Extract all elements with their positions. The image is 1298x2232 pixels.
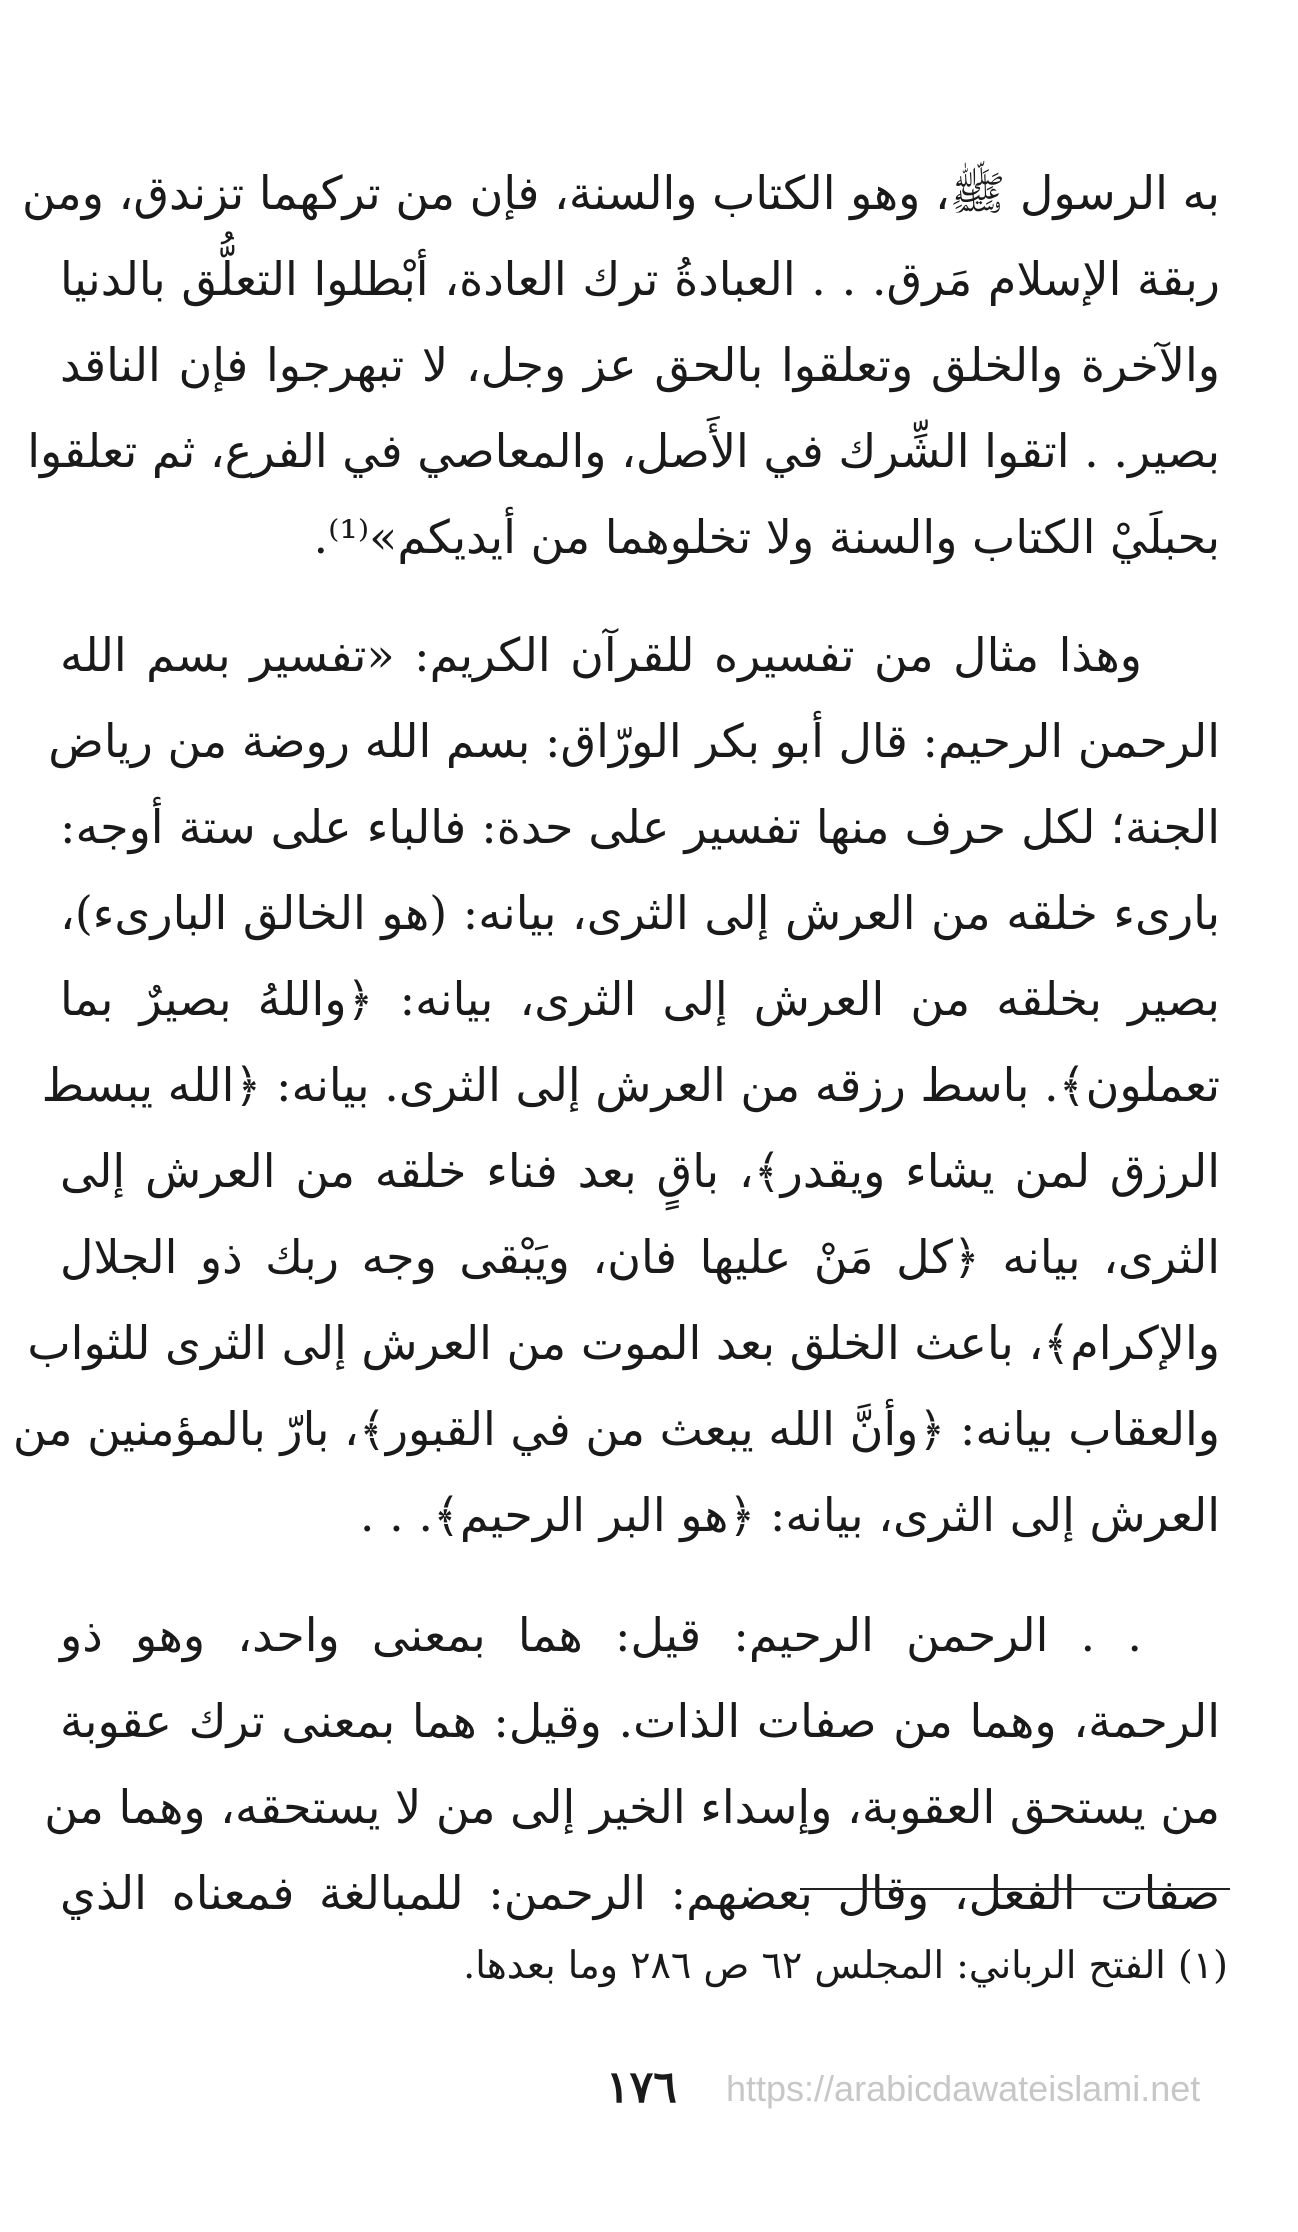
page-number: ١٧٦ bbox=[606, 2062, 677, 2113]
source-url-watermark: https://arabicdawateislami.net bbox=[726, 2068, 1201, 2109]
text-line: . . الرحمن الرحيم: قيل: هما بمعنى واحد، وهو ذو bbox=[60, 1608, 1142, 1662]
text-line: وهذا مثال من تفسيره للقرآن الكريم: «تفسير بسم الله bbox=[60, 628, 1142, 682]
text-line: تعملون﴾. باسط رزقه من العرش إلى الثرى. بيانه: ﴿الله يبسط bbox=[41, 1058, 1220, 1112]
text-line: بارىء خلقه من العرش إلى الثرى، بيانه: (هو الخالق البارىء)، bbox=[60, 886, 1220, 940]
page-body bbox=[12, 150, 1220, 1936]
text-line: العرش إلى الثرى، بيانه: ﴿هو البر الرحيم﴾. . . bbox=[359, 1488, 1220, 1542]
text-line: والإكرام﴾، باعث الخلق بعد الموت من العرش إلى الثرى للثواب bbox=[27, 1316, 1220, 1370]
text-line: والعقاب بيانه: ﴿وأنَّ الله يبعث من في القبور﴾، بارّ بالمؤمنين من bbox=[12, 1402, 1220, 1456]
footnote-divider bbox=[800, 1888, 1230, 1890]
text-line: ربقة الإسلام مَرق. . . العبادةُ ترك العادة، أبْطلوا التعلُّق بالدنيا bbox=[60, 252, 1220, 306]
text-line: بحبلَيْ الكتاب والسنة ولا تخلوهما من أيديكم»⁽¹⁾. bbox=[313, 510, 1220, 564]
text-line: الرحمة، وهما من صفات الذات. وقيل: هما بمعنى ترك عقوبة bbox=[60, 1694, 1220, 1748]
text-line: صفات الفعل، وقال بعضهم: الرحمن: للمبالغة فمعناه الذي bbox=[60, 1866, 1220, 1920]
text-line: من يستحق العقوبة، وإسداء الخير إلى من لا يستحقه، وهما من bbox=[44, 1780, 1220, 1834]
paragraph bbox=[44, 1592, 1220, 1936]
text-line: الثرى، بيانه ﴿كل مَنْ عليها فان، ويَبْقى وجه ربك ذو الجلال bbox=[60, 1230, 1220, 1284]
text-line: الرحمن الرحيم: قال أبو بكر الورّاق: بسم الله روضة من رياض bbox=[48, 714, 1220, 768]
paragraph bbox=[12, 612, 1220, 1558]
text-line: به الرسول ﷺ، وهو الكتاب والسنة، فإن من تركهما تزندق، ومن bbox=[22, 166, 1220, 220]
page-footer bbox=[0, 2058, 1298, 2118]
footnote: (١) الفتح الرباني: المجلس ٦٢ ص ٢٨٦ وما بعدها. bbox=[463, 1943, 1228, 1987]
text-line: بصير. . اتقوا الشِّرك في الأَصل، والمعاصي في الفرع، ثم تعلقوا bbox=[27, 424, 1220, 478]
text-line: الجنة؛ لكل حرف منها تفسير على حدة: فالباء على ستة أوجه: bbox=[60, 800, 1220, 854]
text-line: والآخرة والخلق وتعلقوا بالحق عز وجل، لا تبهرجوا فإن الناقد bbox=[60, 338, 1220, 392]
paragraph bbox=[22, 150, 1220, 580]
text-line: الرزق لمن يشاء ويقدر﴾، باقٍ بعد فناء خلقه من العرش إلى bbox=[60, 1144, 1220, 1198]
text-line: بصير بخلقه من العرش إلى الثرى، بيانه: ﴿واللهُ بصيرٌ بما bbox=[60, 972, 1220, 1026]
